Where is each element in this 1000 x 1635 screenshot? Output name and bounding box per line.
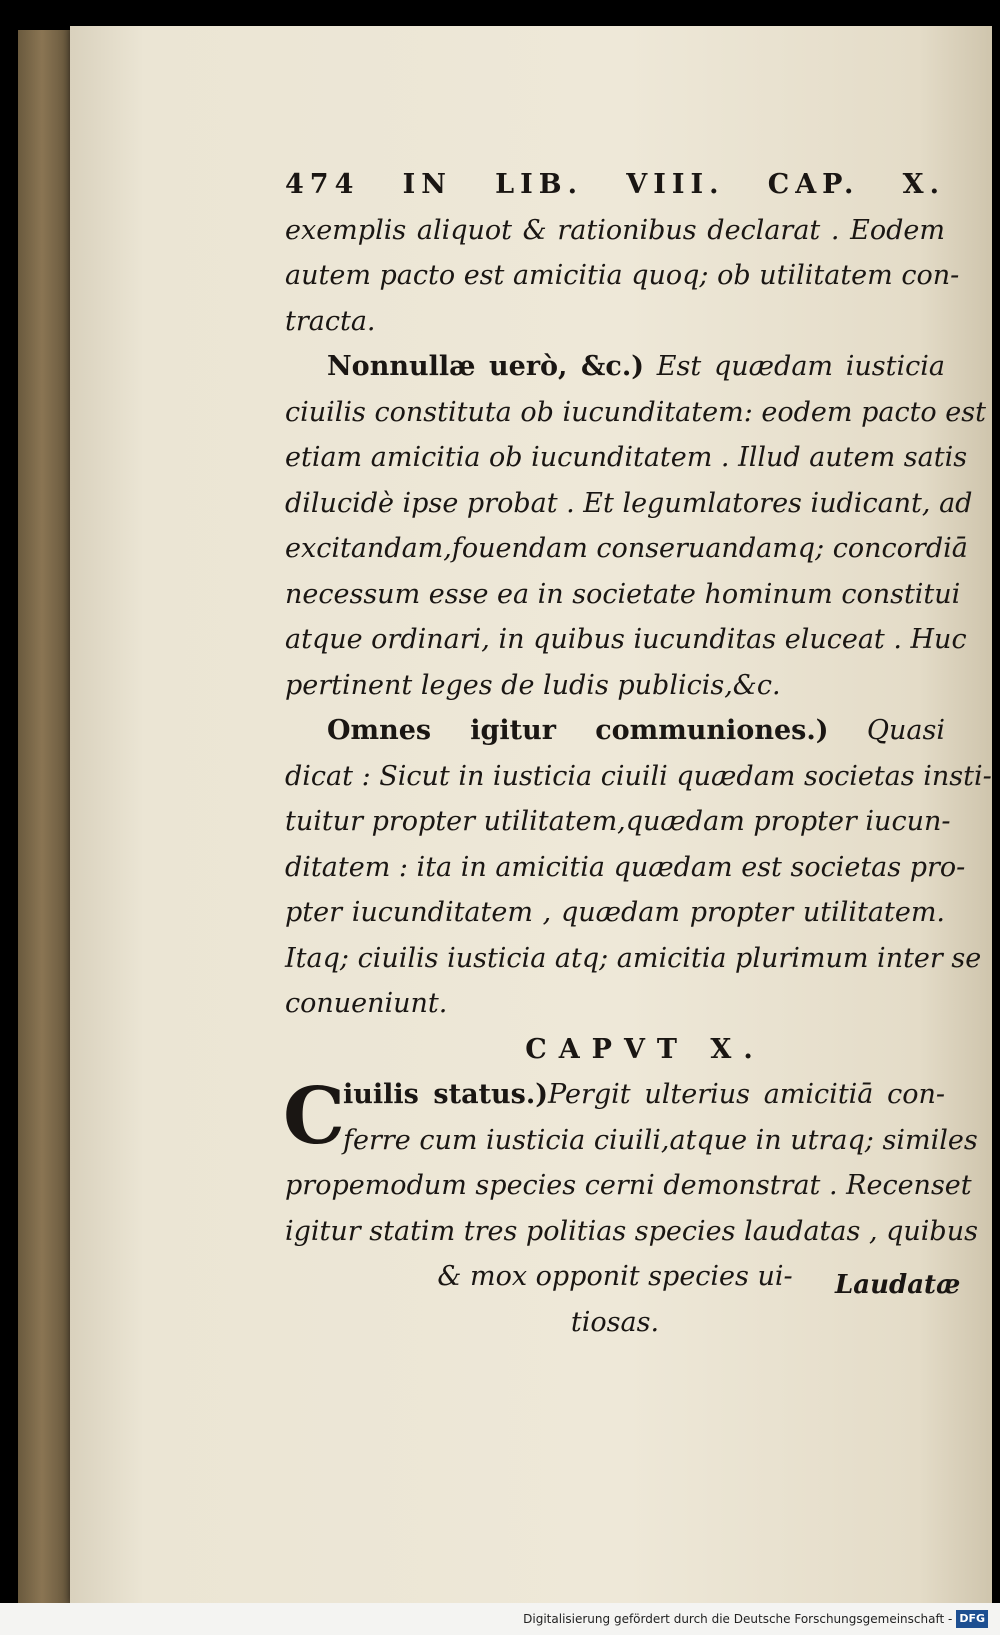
page-number: 474 (285, 169, 360, 200)
text-line: autem pacto est amicitia quoq; ob utilitatem con- (285, 260, 960, 291)
text-line: atque ordinari, in quibus iucunditas eluceat . Huc (285, 624, 967, 655)
lemma: Nonnullæ uerò, &c.) (327, 351, 645, 382)
text-line-centered: tiosas. (570, 1306, 660, 1338)
text-line: necessum esse ea in societate hominum constitui (285, 578, 961, 610)
running-header (285, 162, 945, 208)
running-title: IN LIB. VIII. CAP. X. (402, 169, 945, 200)
text-line: dilucidè ipse probat . Et legumlatores iudicant, ad (285, 487, 973, 519)
text-span: Pergit ulterius amicitiā con- (548, 1079, 946, 1110)
text-line: excitandam,fouendam conseruandamq; concordiā (285, 533, 968, 564)
text-line: pter iucunditatem , quædam propter utilitatem. (285, 897, 945, 928)
text-span: Est quædam iusticia (644, 351, 946, 382)
page-text (283, 162, 992, 1345)
paragraph-lemma-line (285, 344, 945, 390)
text-line: etiam amicitia ob iucunditatem . Illud autem satis (285, 442, 968, 473)
chapter-heading: CAPVT X. (525, 1033, 765, 1065)
catchword: Laudatæ (835, 1270, 961, 1300)
text-line: conueniunt. (285, 988, 448, 1019)
chapter-opening (283, 1071, 978, 1163)
text-line: ferre cum iusticia ciuili,atque in utraq; similes (343, 1124, 978, 1156)
lemma: Omnes igitur communiones.) (327, 715, 829, 746)
dfg-logo: DFG (956, 1610, 988, 1628)
lemma: iuilis status.) (343, 1079, 549, 1110)
text-line: propemodum species cerni demonstrat . Recenset (285, 1170, 972, 1201)
text-line: ciuilis constituta ob iucunditatem: eodem pacto est (285, 396, 986, 428)
paragraph-lemma-line (285, 1072, 945, 1118)
text-line: exemplis aliquot & rationibus declarat . Eodem (285, 214, 945, 246)
book-edge (18, 30, 78, 1615)
digitization-footer (517, 1607, 994, 1631)
drop-cap: C (283, 1071, 346, 1162)
text-line: tuitur propter utilitatem,quædam propter iucun- (285, 806, 951, 837)
text-line: dicat : Sicut in iusticia ciuili quædam societas insti- (285, 760, 992, 792)
text-span: Quasi (828, 715, 945, 746)
footer-text: Digitalisierung gefördert durch die Deutsche Forschungsgemeinschaft - (523, 1612, 953, 1626)
text-line-centered: & mox opponit species ui- (437, 1261, 793, 1292)
text-line: tracta. (285, 305, 376, 337)
text-line: ditatem : ita in amicitia quædam est societas pro- (285, 851, 966, 883)
paragraph-lemma-line (285, 708, 945, 754)
text-line: igitur statim tres politias species laudatas , quibus (285, 1215, 978, 1247)
text-line: Itaq; ciuilis iusticia atq; amicitia plurimum inter se (285, 942, 982, 974)
text-line: pertinent leges de ludis publicis,&c. (285, 669, 781, 701)
